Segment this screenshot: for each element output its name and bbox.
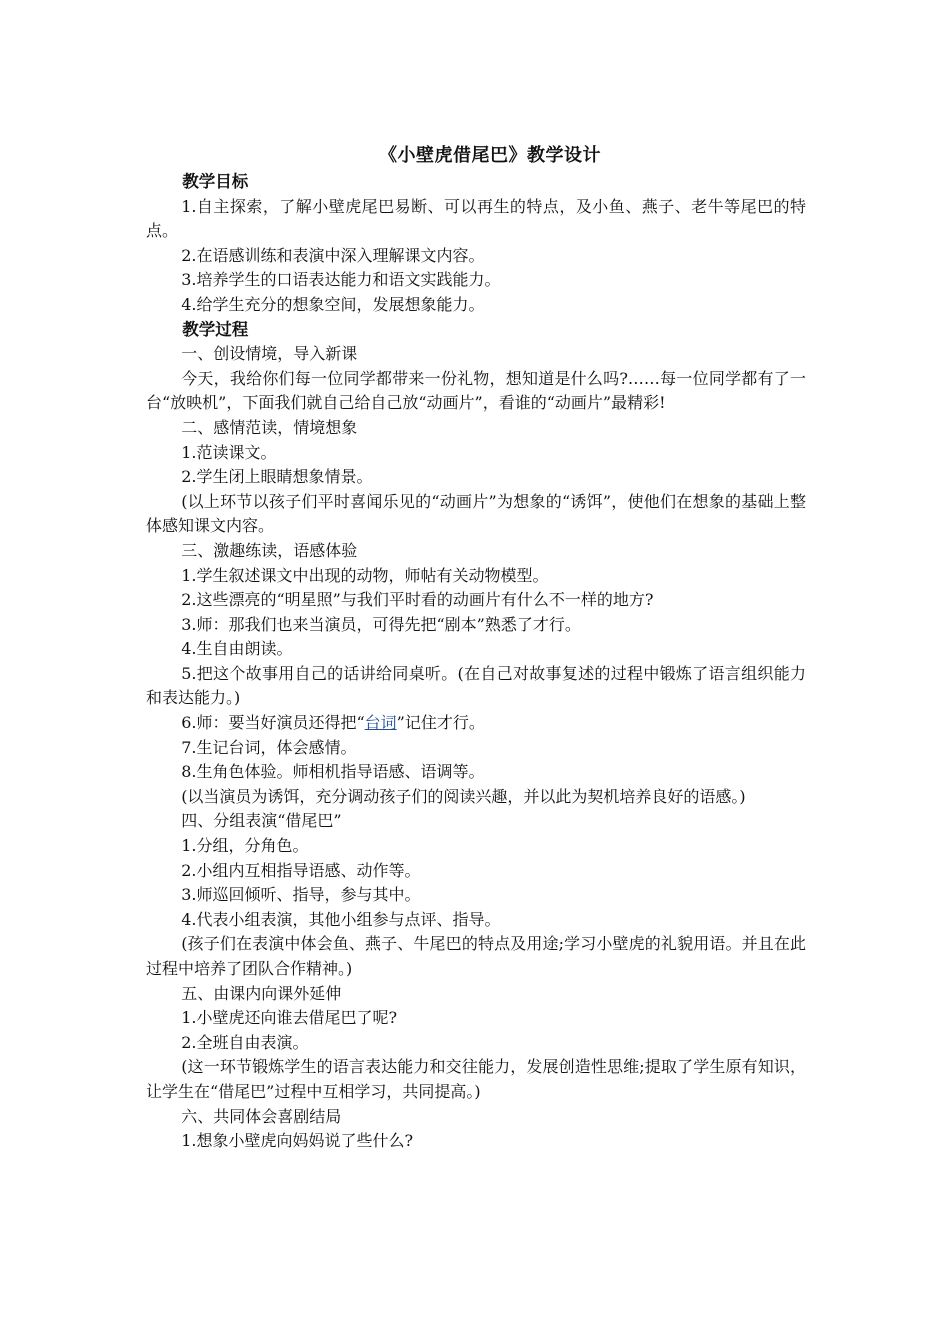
taici-link[interactable]: 台词 [364,713,397,733]
list-item: 2.小组内互相指导语感、动作等。 [181,860,421,880]
list-item: 2.这些漂亮的“明星照”与我们平时看的动画片有什么不一样的地方? [181,590,654,610]
list-item: 4.代表小组表演，其他小组参与点评、指导。 [181,909,501,929]
list-item: 1.分组，分角色。 [181,836,309,856]
section-note: (这一环节锻炼学生的语言表达能力和交往能力，发展创造性思维;提取了学生原有知识，让学生在“借尾巴”过程中互相学习，共同提高。) [146,1057,806,1101]
section-heading: 六、共同体会喜剧结局 [181,1106,342,1126]
list-item: 3.师：那我们也来当演员，可得先把“剧本”熟悉了才行。 [181,614,581,634]
section-note: (以上环节以孩子们平时喜闻乐见的“动画片”为想象的“诱饵”，使他们在想象的基础上整体感知课文内容。 [146,491,806,536]
goal-item: 4.给学生充分的想象空间，发展想象能力。 [181,294,485,314]
list-item: 7.生记台词，体会感情。 [181,737,357,757]
goal-item: 2.在语感训练和表演中深入理解课文内容。 [181,245,485,265]
section-heading: 一、创设情境，导入新课 [181,344,358,364]
list-item: 2.学生闭上眼睛想象情景。 [181,467,373,487]
list-item: 5.把这个故事用自己的话讲给同桌听。(在自己对故事复述的过程中锻炼了语言组织能力和表达能力。) [146,663,806,708]
list-item: 1.小壁虎还向谁去借尾巴了呢? [181,1008,398,1028]
goal-item: 3.培养学生的口语表达能力和语文实践能力。 [181,270,501,290]
list-item: 4.生自由朗读。 [181,639,293,659]
list-item: 8.生角色体验。师相机指导语感、语调等。 [181,762,485,782]
goal-item: 1.自主探索，了解小壁虎尾巴易断、可以再生的特点，及小鱼、燕子、老牛等尾巴的特点。 [146,196,806,241]
section-note: (以当演员为诱饵，充分调动孩子们的阅读兴趣，并以此为契机培养良好的语感。) [181,786,746,806]
item-text: 6.师：要当好演员还得把“ [181,713,365,733]
list-item: 3.师巡回倾听、指导，参与其中。 [181,885,421,905]
document-title: 《小壁虎借尾巴》教学设计 [379,145,601,166]
document-page [146,142,806,1154]
item-text: ”记住才行。 [396,713,485,733]
section-heading: 五、由课内向课外延伸 [181,983,342,1003]
list-item: 1.学生叙述课文中出现的动物，师帖有关动物模型。 [181,565,549,585]
section-heading: 四、分组表演“借尾巴” [181,811,342,831]
section-heading: 三、激趣练读，语感体验 [181,540,358,560]
section-paragraph: 今天，我给你们每一位同学都带来一份礼物，想知道是什么吗?……每一位同学都有了一台“放映机”，下面我们就自己给自己放“动画片”，看谁的“动画片”最精彩! [146,368,806,413]
list-item: 2.全班自由表演。 [181,1032,309,1052]
section-note: (孩子们在表演中体会鱼、燕子、牛尾巴的特点及用途;学习小壁虎的礼貌用语。并且在此过程中培养了团队合作精神。) [146,934,806,978]
list-item: 1.想象小壁虎向妈妈说了些什么? [181,1131,414,1151]
process-heading: 教学过程 [182,319,249,339]
list-item: 1.范读课文。 [181,442,277,462]
goals-heading: 教学目标 [182,172,249,191]
section-heading: 二、感情范读，情境想象 [181,417,358,437]
list-item [146,711,806,736]
